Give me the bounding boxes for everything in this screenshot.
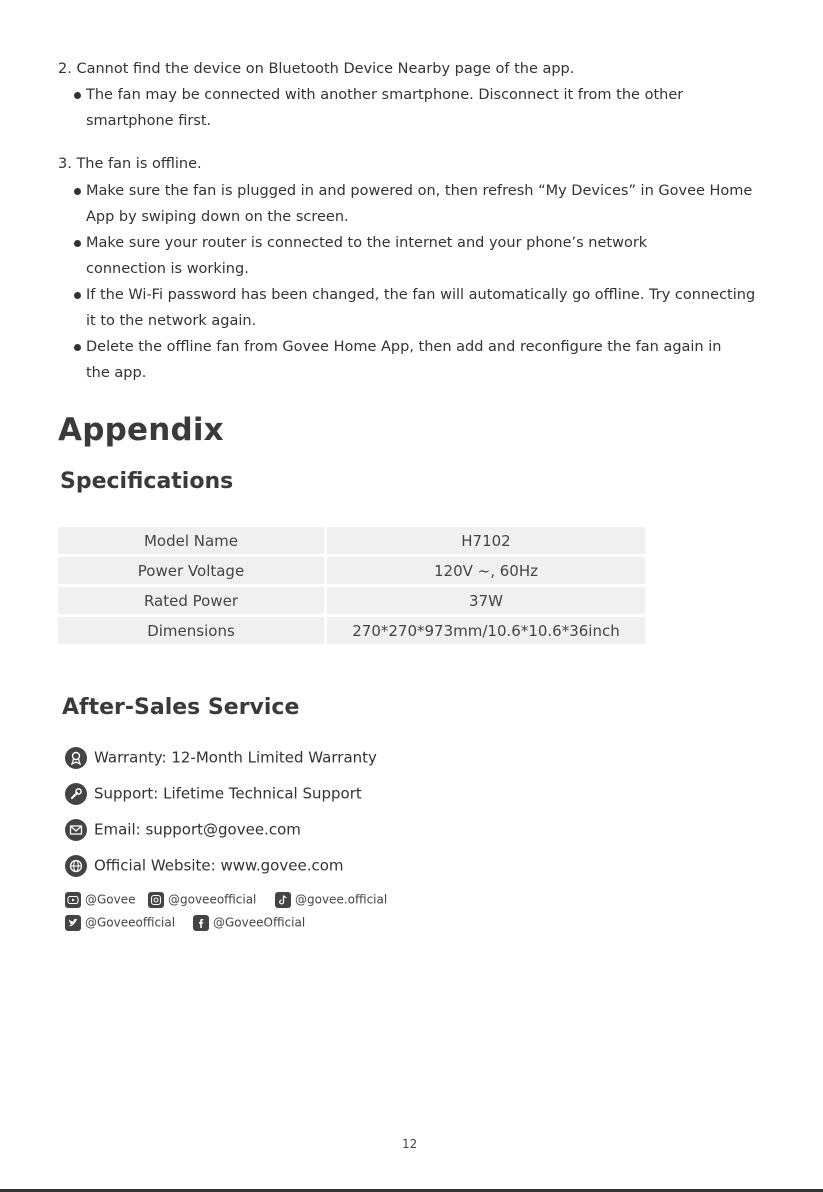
service-item-warranty bbox=[65, 745, 377, 769]
bullet-line-2: the app. bbox=[86, 365, 147, 381]
social-facebook[interactable] bbox=[193, 913, 305, 931]
bullet-dot-icon bbox=[74, 92, 81, 99]
table-row bbox=[58, 527, 645, 554]
twitter-icon bbox=[65, 915, 81, 931]
instagram-icon bbox=[148, 892, 164, 908]
globe-icon bbox=[65, 855, 87, 877]
bullet-line-1: Delete the offline fan from Govee Home App, then add and reconfigure the fan again in bbox=[86, 339, 722, 355]
bullet-line-2: App by swiping down on the screen. bbox=[86, 209, 349, 225]
spec-label: Model Name bbox=[58, 527, 324, 554]
bullet-line-2: connection is working. bbox=[86, 261, 249, 277]
social-handle: @Goveeofficial bbox=[85, 915, 176, 930]
spec-label: Power Voltage bbox=[58, 557, 324, 584]
bullet-line-2: it to the network again. bbox=[86, 313, 257, 329]
troubleshooting-item-2-heading: 2. Cannot find the device on Bluetooth Device Nearby page of the app. bbox=[58, 61, 575, 77]
table-row bbox=[58, 587, 645, 614]
bullet-dot-icon bbox=[74, 292, 81, 299]
social-twitter[interactable] bbox=[65, 913, 175, 931]
service-text: Warranty: 12-Month Limited Warranty bbox=[94, 748, 377, 767]
table-row bbox=[58, 617, 645, 644]
spec-value: 120V ~, 60Hz bbox=[324, 557, 645, 584]
spec-value: 270*270*973mm/10.6*10.6*36inch bbox=[324, 617, 645, 644]
bullet-line-1: If the Wi-Fi password has been changed, the fan will automatically go offline. Try connecting bbox=[86, 287, 756, 303]
social-handle: @goveeofficial bbox=[168, 892, 257, 907]
bullet-dot-icon bbox=[74, 188, 81, 195]
warranty-icon bbox=[65, 747, 87, 769]
bullet-line-2: smartphone first. bbox=[86, 113, 212, 129]
spec-value: H7102 bbox=[324, 527, 645, 554]
tiktok-icon bbox=[275, 892, 291, 908]
bullet-item bbox=[86, 230, 647, 256]
troubleshooting-item-3-heading: 3. The fan is offline. bbox=[58, 156, 202, 172]
wrench-icon bbox=[65, 783, 87, 805]
bullet-item bbox=[86, 178, 752, 204]
page-number: 12 bbox=[402, 1137, 418, 1151]
service-item-support bbox=[65, 781, 362, 805]
social-instagram[interactable] bbox=[148, 890, 256, 908]
social-tiktok[interactable] bbox=[275, 890, 387, 908]
specifications-table bbox=[58, 524, 645, 647]
bullet-line-1: Make sure the fan is plugged in and powered on, then refresh “My Devices” in Govee Home bbox=[86, 183, 753, 199]
table-row bbox=[58, 557, 645, 584]
bullet-item bbox=[86, 282, 755, 308]
facebook-icon bbox=[193, 915, 209, 931]
social-youtube[interactable] bbox=[65, 890, 136, 908]
bullet-dot-icon bbox=[74, 240, 81, 247]
specifications-title: Specifications bbox=[60, 469, 234, 494]
bullet-dot-icon bbox=[74, 344, 81, 351]
bullet-line-1: The fan may be connected with another smartphone. Disconnect it from the other bbox=[86, 87, 684, 103]
service-text: Support: Lifetime Technical Support bbox=[94, 784, 362, 803]
bullet-line-1: Make sure your router is connected to the internet and your phone’s network bbox=[86, 235, 648, 251]
bullet-item bbox=[86, 82, 683, 108]
service-item-email bbox=[65, 817, 301, 841]
spec-value: 37W bbox=[324, 587, 645, 614]
youtube-icon bbox=[65, 892, 81, 908]
bullet-item bbox=[86, 334, 721, 360]
social-handle: @GoveeOfficial bbox=[213, 915, 306, 930]
service-text: Email: support@govee.com bbox=[94, 820, 301, 839]
after-sales-title: After-Sales Service bbox=[62, 695, 300, 720]
spec-label: Dimensions bbox=[58, 617, 324, 644]
spec-label: Rated Power bbox=[58, 587, 324, 614]
service-text: Official Website: www.govee.com bbox=[94, 856, 344, 875]
appendix-title: Appendix bbox=[58, 412, 224, 448]
envelope-icon bbox=[65, 819, 87, 841]
service-item-website bbox=[65, 853, 344, 877]
social-handle: @Govee bbox=[85, 892, 136, 907]
social-handle: @govee.official bbox=[295, 892, 388, 907]
